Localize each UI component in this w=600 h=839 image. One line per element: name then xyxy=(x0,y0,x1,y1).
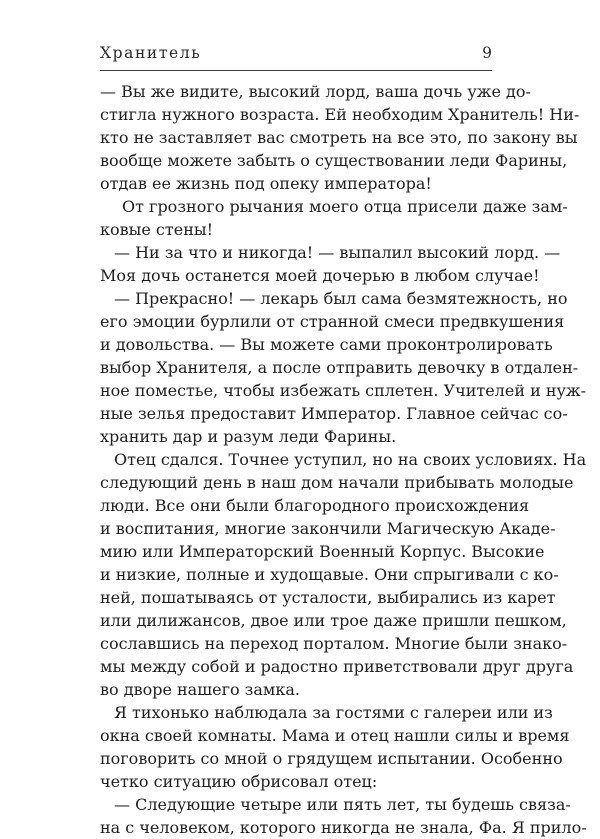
text-line: на с человеком, которого никогда не знала, Фа. Я прило- xyxy=(100,818,587,837)
text-line: ковые стены! xyxy=(100,220,214,239)
text-line: Я тихонько наблюдала за гостями с галереи или из xyxy=(114,703,553,722)
text-line: — Вы же видите, высокий лорд, ваша дочь уже до- xyxy=(100,82,531,101)
text-line: во дворе нашего замка. xyxy=(100,680,300,699)
running-title: Хранитель xyxy=(100,44,202,62)
text-line: окна своей комнаты. Мама и отец нашли силы и время xyxy=(100,726,570,745)
text-line: или дилижансов, двое или трое даже пришли пешком, xyxy=(100,611,567,630)
page-number: 9 xyxy=(482,44,492,62)
text-line: мию или Императорский Военный Корпус. Высокие xyxy=(100,542,545,561)
text-line: мы между собой и радостно приветствовали друг друга xyxy=(100,657,574,676)
text-line: — Прекрасно! — лекарь был сама безмятежность, но xyxy=(114,289,568,308)
text-line: Отец сдался. Точнее уступил, но на своих условиях. На xyxy=(114,450,587,469)
text-line: отдав ее жизнь под опеку императора! xyxy=(100,174,432,193)
text-line: — Ни за что и никогда! — выпалил высокий лорд. — xyxy=(114,243,561,262)
text-line: четко ситуацию обрисовал отец: xyxy=(100,772,378,791)
text-line: вообще можете забыть о существовании леди Фарины, xyxy=(100,151,568,170)
text-line: ное поместье, чтобы избежать сплетен. Учителей и нуж- xyxy=(100,381,587,400)
text-line: От грозного рычания моего отца присели даже зам- xyxy=(122,197,568,216)
text-line: его эмоции бурлили от странной смеси предвкушения xyxy=(100,312,565,331)
header-rule xyxy=(100,70,492,71)
text-line: стигла нужного возраста. Ей необходим Хранитель! Ни- xyxy=(100,105,580,124)
text-line: и воспитания, многие закончили Магическую Акаде- xyxy=(100,519,556,538)
text-line: ные зелья предоставит Император. Главное сейчас со- xyxy=(100,404,568,423)
text-line: и низкие, полные и худощавые. Они спрыгивали с ко- xyxy=(100,565,559,584)
text-line: кто не заставляет вас смотреть на все это, по закону вы xyxy=(100,128,578,147)
text-line: ней, пошатываясь от усталости, выбирались из карет xyxy=(100,588,556,607)
running-head xyxy=(100,44,492,66)
text-line: хранить дар и разум леди Фарины. xyxy=(100,427,397,446)
text-line: — Следующие четыре или пять лет, ты будешь связа- xyxy=(114,795,571,814)
text-line: выбор Хранителя, а после отправить девочку в отдален- xyxy=(100,358,579,377)
text-body xyxy=(100,80,587,839)
text-line: и довольства. — Вы можете сами проконтролировать xyxy=(100,335,553,354)
text-line: Моя дочь останется моей дочерью в любом случае! xyxy=(100,266,540,285)
text-line: люди. Все они были благородного происхождения xyxy=(100,496,530,515)
text-line: сославшись на переход порталом. Многие были знако- xyxy=(100,634,568,653)
text-line: поговорить со мной о грядущем испытании. Особенно xyxy=(100,749,563,768)
text-line: следующий день в наш дом начали прибывать молодые xyxy=(100,473,574,492)
